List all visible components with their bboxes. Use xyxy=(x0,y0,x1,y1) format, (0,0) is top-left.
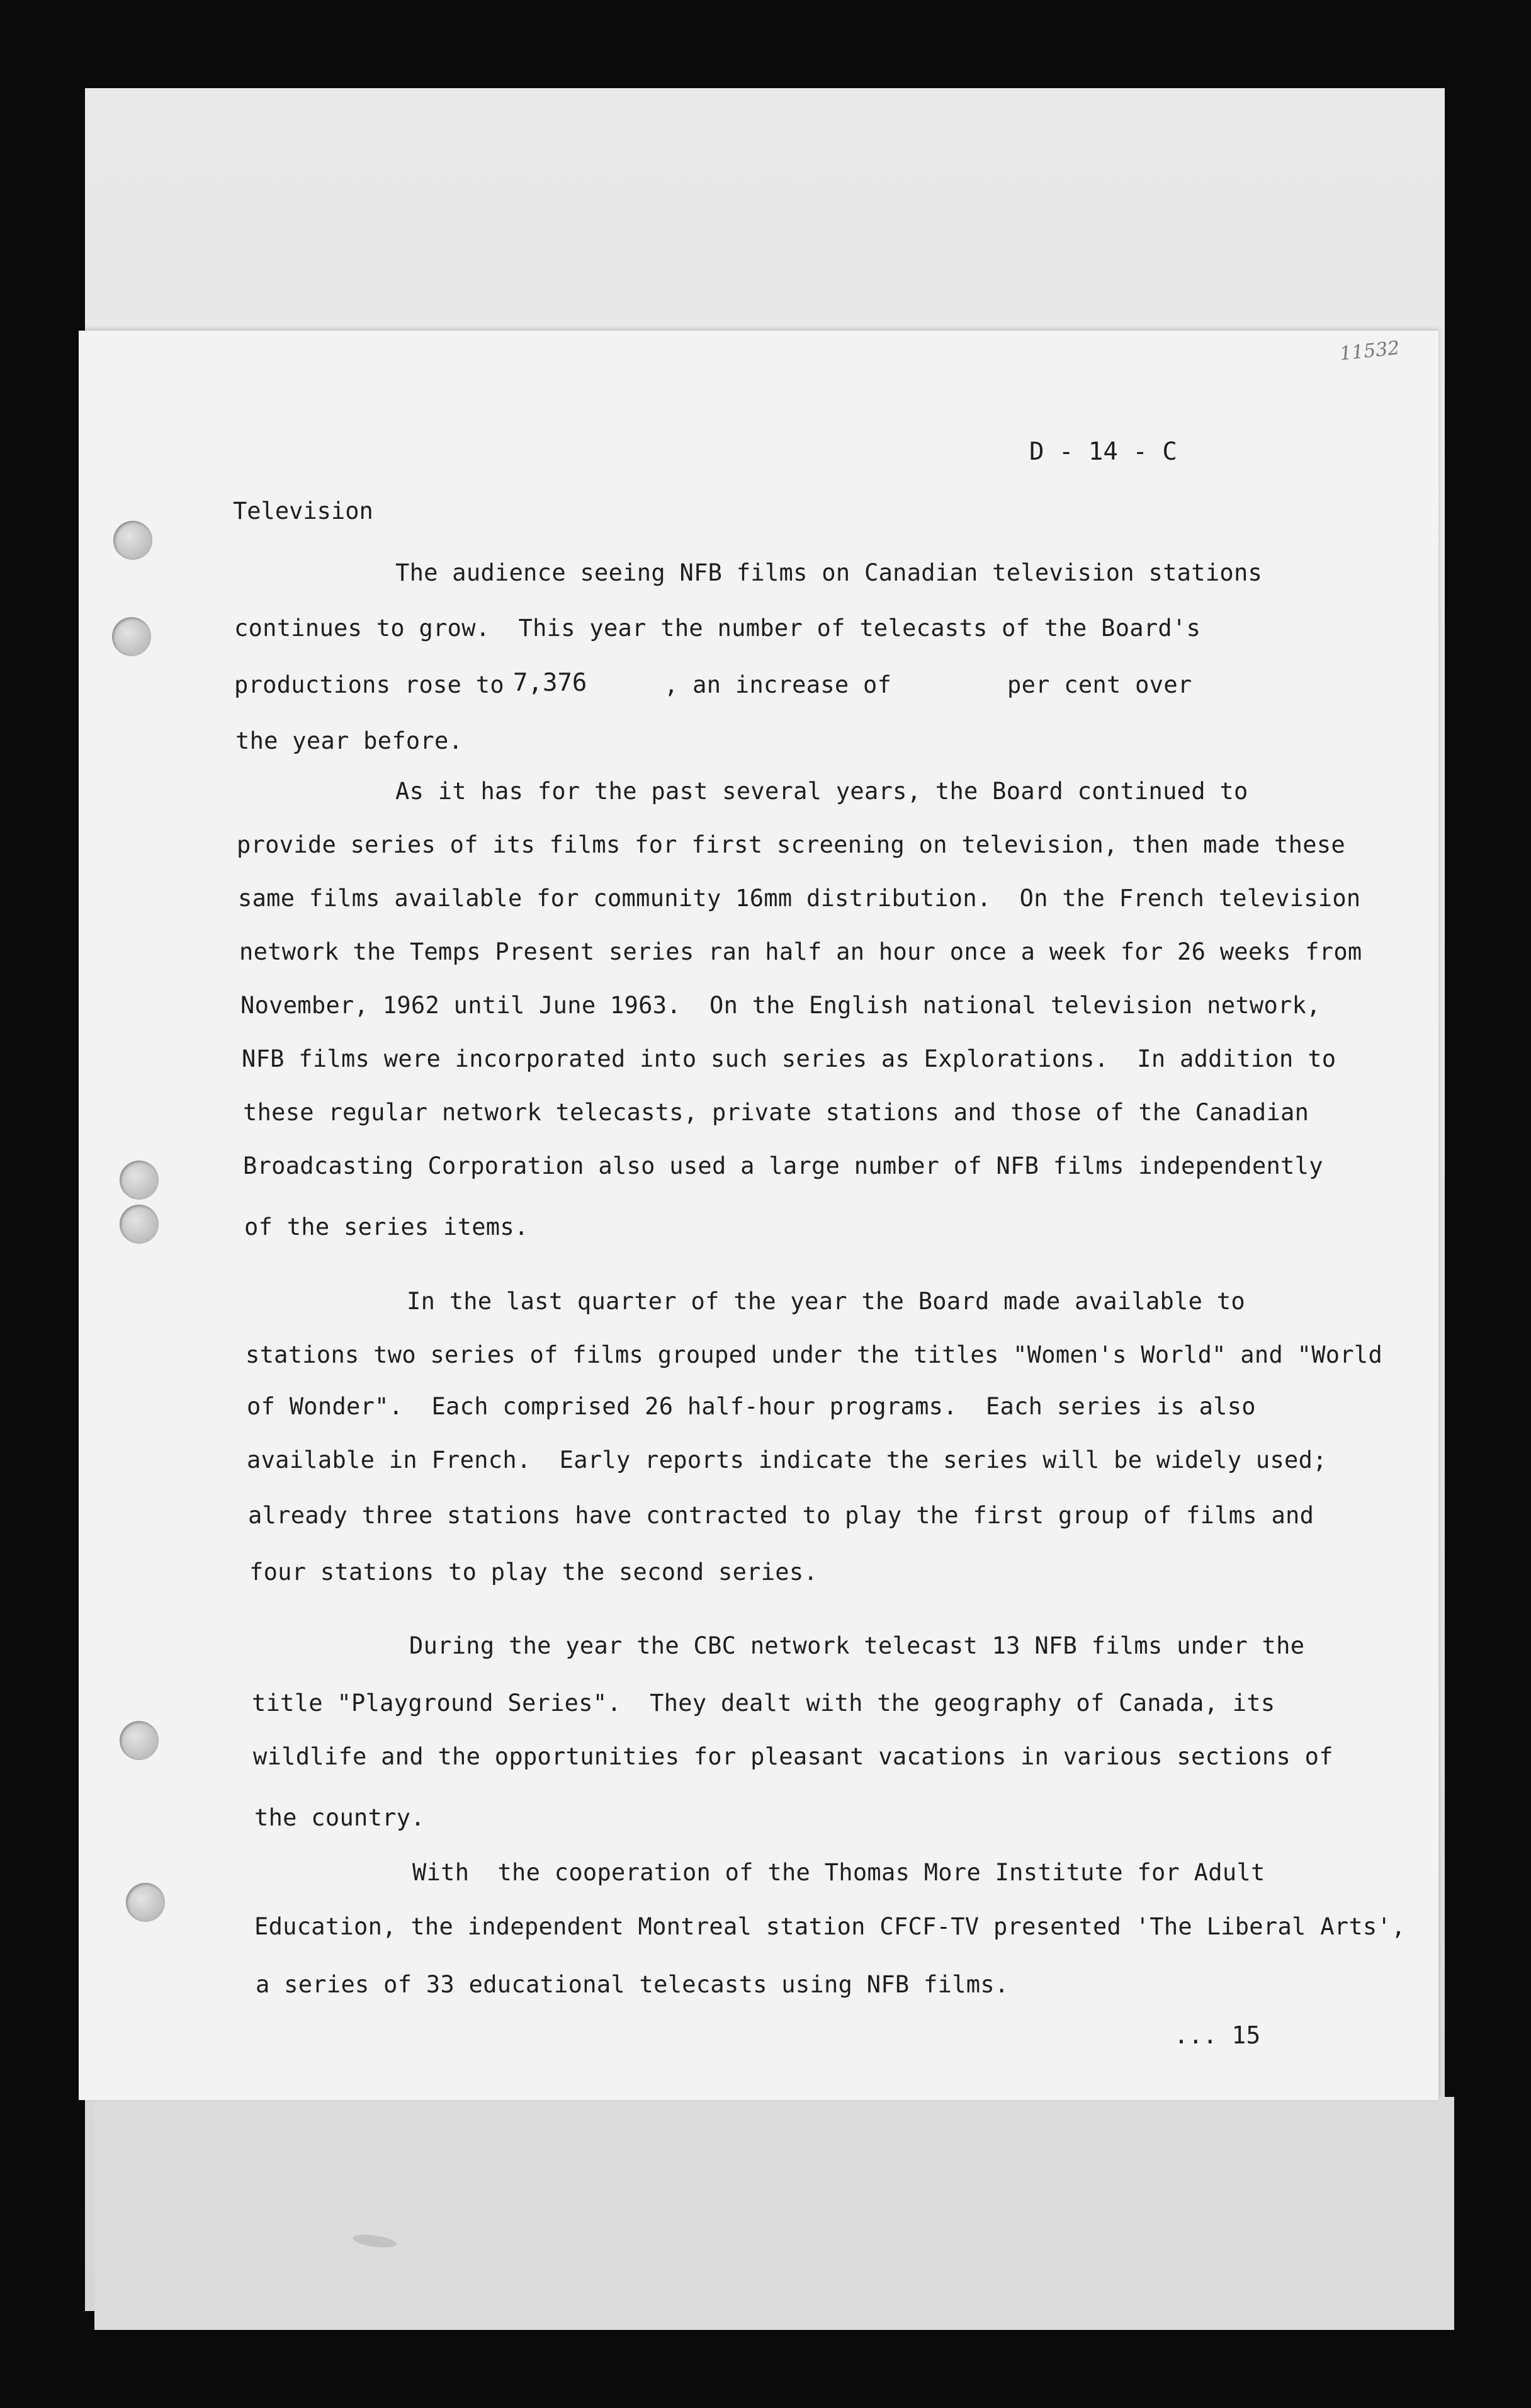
continuation-marker: ... 15 xyxy=(1174,2021,1261,2049)
punch-hole xyxy=(112,617,151,656)
text-line: productions rose to xyxy=(234,671,504,698)
text-line: Education, the independent Montreal station CFCF-TV presented 'The Liberal Arts', xyxy=(254,1913,1406,1940)
punch-hole xyxy=(120,1721,159,1760)
text-line: available in French. Early reports indicate the series will be widely used; xyxy=(247,1446,1327,1474)
punch-hole xyxy=(113,521,152,560)
text-line: wildlife and the opportunities for pleasant vacations in various sections of xyxy=(253,1743,1333,1770)
text-line: Broadcasting Corporation also used a large number of NFB films independently xyxy=(243,1152,1323,1179)
text-line: , an increase of xyxy=(664,671,892,698)
text-line: As it has for the past several years, the Board continued to xyxy=(395,778,1248,805)
text-line: NFB films were incorporated into such series as Explorations. In addition to xyxy=(242,1045,1336,1072)
text-line: November, 1962 until June 1963. On the English national television network, xyxy=(240,992,1321,1019)
punch-hole xyxy=(126,1883,165,1922)
text-line: the year before. xyxy=(235,727,463,754)
punch-hole xyxy=(120,1161,159,1200)
text-line: the country. xyxy=(254,1804,425,1831)
text-line: stations two series of films grouped under the titles "Women's World" and "World xyxy=(246,1341,1383,1368)
page-code: D - 14 - C xyxy=(1029,438,1177,466)
punch-hole xyxy=(120,1205,159,1244)
text-line: During the year the CBC network telecast 13 NFB films under the xyxy=(409,1632,1305,1659)
text-line: With the cooperation of the Thomas More Institute for Adult xyxy=(412,1859,1265,1886)
text-line: title "Playground Series". They dealt with the geography of Canada, its xyxy=(252,1690,1275,1717)
archive-number: 11532 xyxy=(1338,337,1401,365)
text-line: four stations to play the second series. xyxy=(249,1559,818,1586)
text-line: of the series items. xyxy=(244,1213,529,1241)
text-line: network the Temps Present series ran half an hour once a week for 26 weeks from xyxy=(239,938,1362,965)
text-line: In the last quarter of the year the Board made available to xyxy=(407,1288,1245,1315)
telecast-count: 7,376 xyxy=(513,669,587,697)
section-heading: Television xyxy=(233,497,373,525)
text-line: already three stations have contracted to play the first group of films and xyxy=(248,1502,1314,1529)
text-line: The audience seeing NFB films on Canadian television stations xyxy=(395,559,1263,586)
text-line: these regular network telecasts, private stations and those of the Canadian xyxy=(243,1099,1309,1126)
back-sheet-bottom xyxy=(94,2097,1454,2330)
text-line: provide series of its films for first screening on television, then made these xyxy=(237,831,1345,858)
text-line: of Wonder". Each comprised 26 half-hour programs. Each series is also xyxy=(247,1393,1256,1420)
text-line: same films available for community 16mm distribution. On the French television xyxy=(238,885,1361,912)
text-line: continues to grow. This year the number of telecasts of the Board's xyxy=(234,615,1201,642)
text-line: per cent over xyxy=(1007,671,1192,698)
text-line: a series of 33 educational telecasts using NFB films. xyxy=(256,1971,1009,1998)
